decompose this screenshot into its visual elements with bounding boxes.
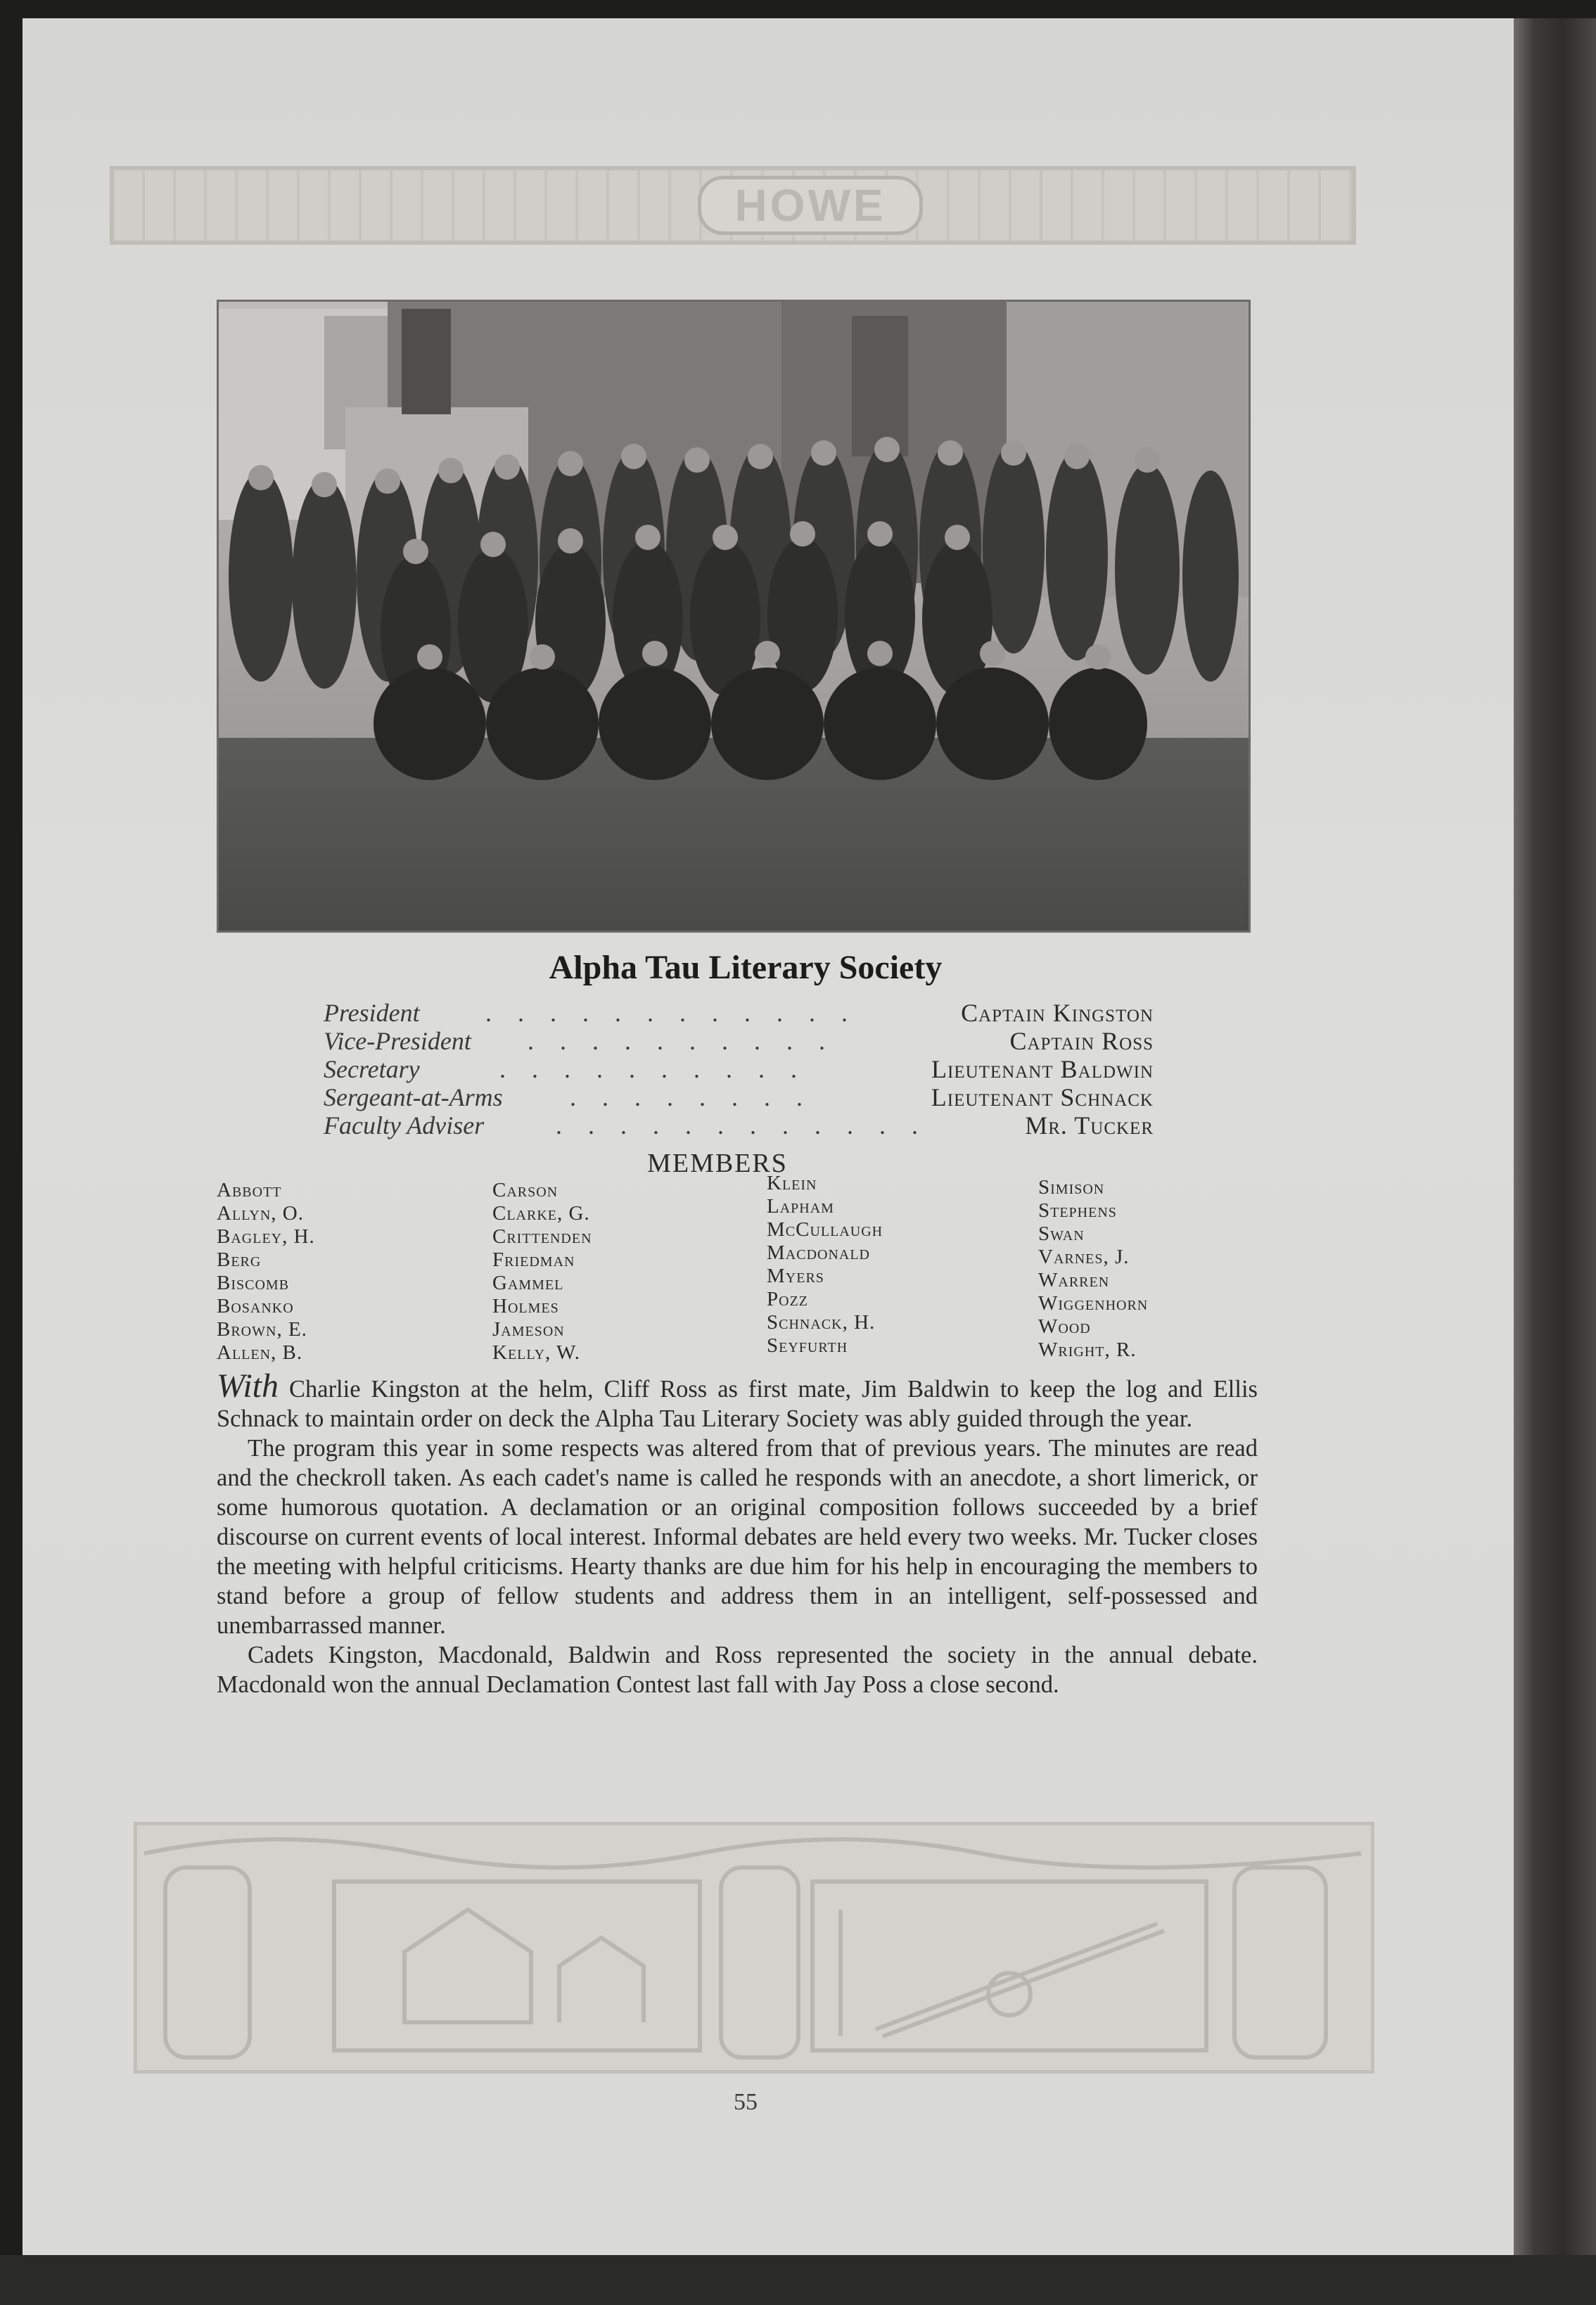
officer-dots: . . . . . . . . . . . . [485,999,857,1027]
member-name: Friedman [492,1249,575,1271]
member-name: Pozz [767,1288,809,1310]
member-name: Varnes, J. [1038,1246,1130,1268]
officer-role: President [324,999,420,1027]
group-photo [217,300,1251,933]
member-name: Seyfurth [767,1334,848,1357]
members-heading: MEMBERS [647,1149,788,1178]
member-name: Abbott [217,1179,282,1201]
scan-bottom-border [0,2255,1596,2305]
footer-scroll-art [137,1825,1371,2070]
member-name: Carson [492,1179,558,1201]
member-name: Wiggenhorn [1038,1292,1149,1315]
member-name: Wright, R. [1038,1339,1137,1361]
officer-name: Mr. Tucker [1025,1111,1154,1139]
member-name: Lapham [767,1195,834,1218]
member-name: Holmes [492,1295,559,1317]
member-name: Klein [767,1172,817,1194]
officer-row [324,1083,1154,1111]
officer-row [324,1055,1154,1083]
member-name: Wood [1038,1315,1091,1338]
member-name: Bosanko [217,1295,294,1317]
officer-name: Captain Kingston [961,999,1154,1027]
officers-list [324,999,1154,1139]
paragraph-2: The program this year in some respects was altered from that of previous years. The minutes are read and the checkroll taken. As each cadet's name is called he responds with an anecdote, a short limerick, or some humorous quotation. A declamation or an original composition follows succeeded by a brief discourse on current events of local interest. Informal debates are held every two weeks. Mr. Tucker closes the meeting with helpful criticisms. Hearty thanks are due him for his help in encouraging the members to stand before a group of fellow students and address them in an intelligent, self-possessed and unembarrassed manner. [217,1435,1258,1639]
officer-role: Secretary [324,1055,420,1083]
decorative-header-banner [110,166,1356,245]
yearbook-page [23,18,1514,2255]
member-name: Gammel [492,1272,564,1294]
members-column-1 [217,1179,315,1365]
paragraph-1-text: Charlie Kingston at the helm, Cliff Ross as first mate, Jim Baldwin to keep the log and Ellis Schnack to maintain order on deck the Alpha Tau Literary Society was ably guided through the year. [217,1376,1258,1432]
paragraph-1 [217,1367,1258,1434]
drop-cap: With [217,1367,279,1405]
member-name: Warren [1038,1269,1110,1291]
member-name: Myers [767,1265,824,1287]
officer-dots: . . . . . . . . . . [499,1055,807,1083]
officer-role: Faculty Adviser [324,1111,485,1139]
book-spine [1514,18,1596,2269]
officer-name: Lieutenant Baldwin [931,1055,1154,1083]
member-name: Simison [1038,1176,1105,1199]
officer-dots: . . . . . . . . [570,1083,812,1111]
officer-dots: . . . . . . . . . . [528,1027,835,1055]
member-name: Biscomb [217,1272,290,1294]
member-name: Brown, E. [217,1318,307,1341]
member-name: Crittenden [492,1225,592,1248]
officer-row [324,1027,1154,1055]
member-name: Schnack, H. [767,1311,876,1334]
member-name: Jameson [492,1318,565,1341]
officer-dots: . . . . . . . . . . . . [556,1111,928,1139]
member-name: Allyn, O. [217,1202,304,1225]
officer-name: Lieutenant Schnack [931,1083,1154,1111]
members-column-2 [492,1179,592,1365]
member-name: Kelly, W. [492,1341,580,1364]
officer-role: Sergeant-at-Arms [324,1083,503,1111]
page-number: 55 [734,2089,758,2115]
article-body [217,1367,1258,1699]
officer-role: Vice-President [324,1027,471,1055]
society-title: Alpha Tau Literary Society [549,949,943,986]
members-column-3 [767,1172,883,1358]
members-column-4 [1038,1176,1148,1362]
banner-title: HOWE [698,176,923,235]
officer-row [324,999,1154,1027]
member-name: Macdonald [767,1241,871,1264]
decorative-footer-illustration [134,1822,1374,2074]
member-name: Berg [217,1249,262,1271]
member-name: Bagley, H. [217,1225,315,1248]
member-name: McCullaugh [767,1218,883,1241]
group-photo-image [219,302,1249,931]
paragraph-3: Cadets Kingston, Macdonald, Baldwin and Ross represented the society in the annual debate. Macdonald won the annual Declamation Contest last fall with Jay Poss a close second. [217,1642,1258,1698]
officer-row [324,1111,1154,1139]
officer-name: Captain Ross [1009,1027,1154,1055]
member-name: Clarke, G. [492,1202,590,1225]
member-name: Allen, B. [217,1341,303,1364]
member-name: Swan [1038,1222,1085,1245]
member-name: Stephens [1038,1199,1117,1222]
